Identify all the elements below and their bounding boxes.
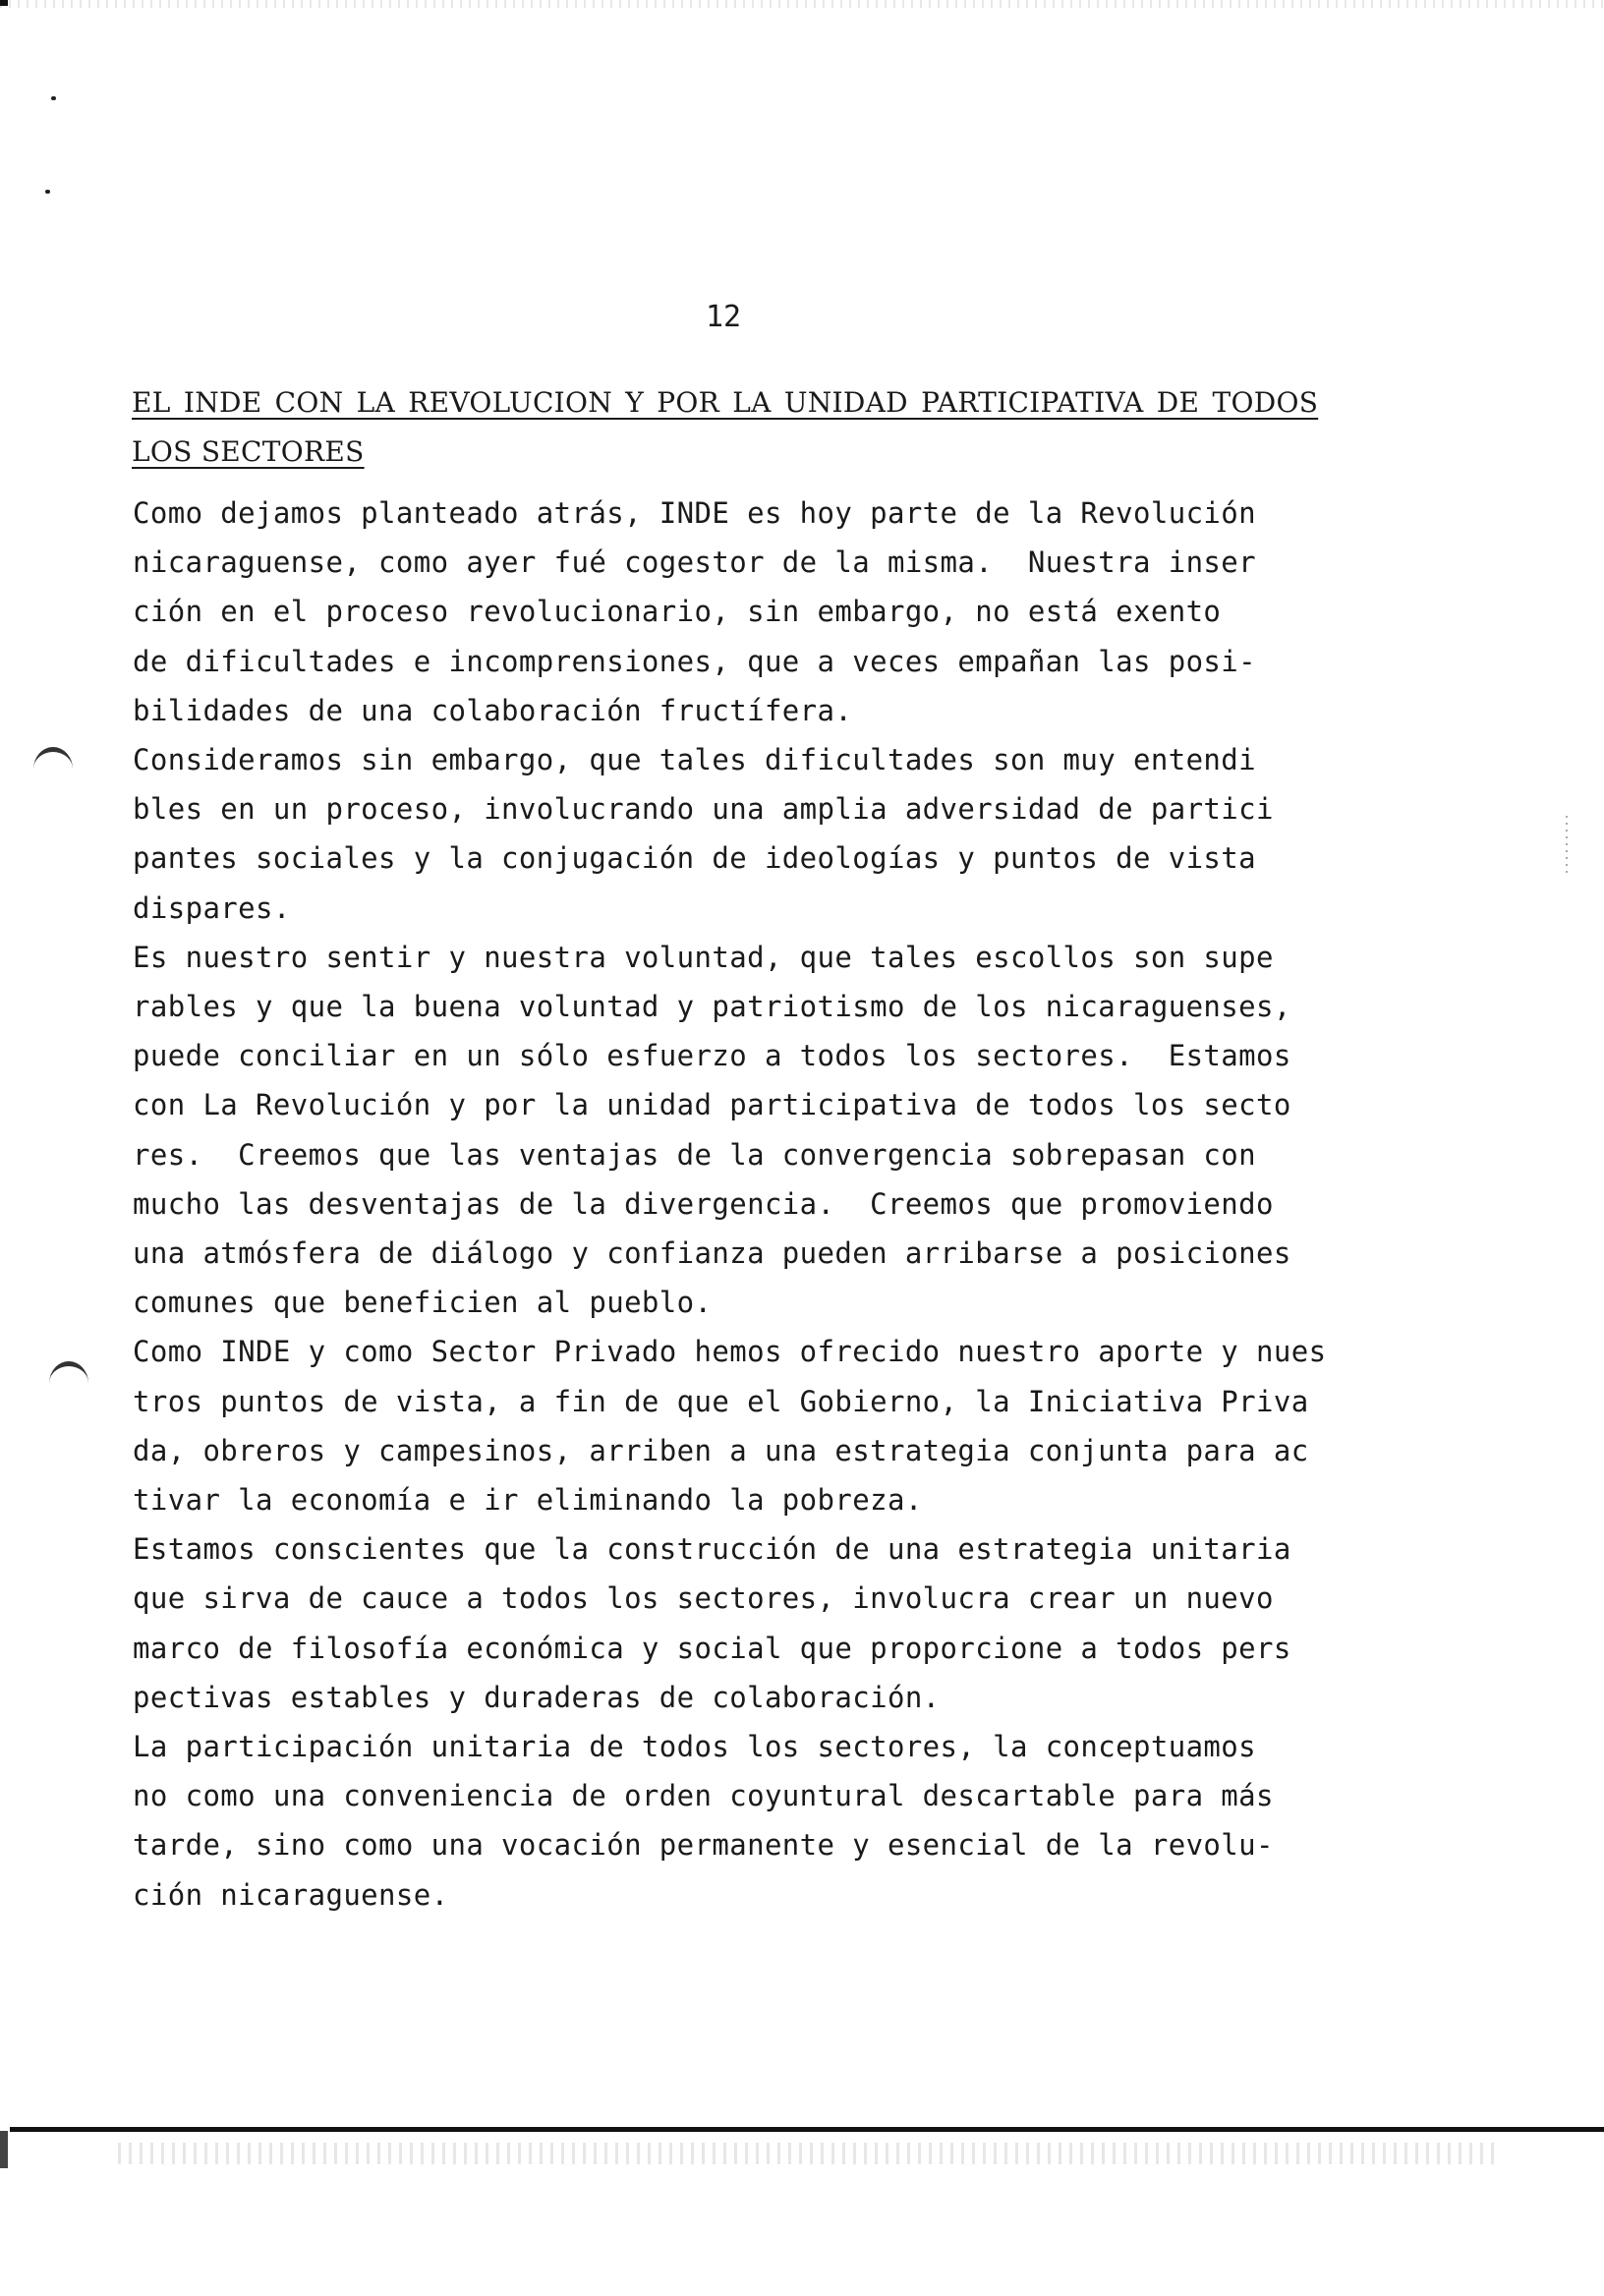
scan-edge-mark <box>0 2131 8 2168</box>
scan-speck <box>51 96 56 100</box>
punch-hole-mark <box>49 1361 88 1406</box>
text-line: Es nuestro sentir y nuestra voluntad, que tales escollos son supe <box>133 940 1274 974</box>
text-line: res. Creemos que las ventajas de la convergencia sobrepasan con <box>133 1137 1257 1172</box>
scan-corner-mark <box>0 0 8 6</box>
text-line: bles en un proceso, involucrando una amplia adversidad de partici <box>133 792 1274 827</box>
scan-speck <box>45 190 50 194</box>
text-line: Como dejamos planteado atrás, INDE es hoy parte de la Revolución <box>133 496 1257 530</box>
text-line: pantes sociales y la conjugación de ideologías y puntos de vista <box>133 841 1257 876</box>
text-line: ción en el proceso revolucionario, sin embargo, no está exento <box>133 595 1222 629</box>
text-line: bilidades de una colaboración fructífera. <box>133 693 853 727</box>
text-line: tros puntos de vista, a fin de que el Gobierno, la Iniciativa Priva <box>133 1384 1309 1418</box>
bottom-rule <box>10 2127 1604 2132</box>
margin-marks <box>1566 816 1568 875</box>
text-line: tivar la economía e ir eliminando la pobreza. <box>133 1483 923 1518</box>
text-line: de dificultades e incomprensiones, que a veces empañan las posi- <box>133 644 1257 678</box>
text-line: una atmósfera de diálogo y confianza pueden arribarse a posiciones <box>133 1236 1291 1271</box>
heading-line-1: EL INDE CON LA REVOLUCION Y POR LA UNIDAD PARTICIPATIVA DE TODOS <box>132 386 1319 419</box>
text-line: puede conciliar en un sólo esfuerzo a todos los sectores. Estamos <box>133 1039 1291 1073</box>
body-text <box>133 488 1430 1920</box>
page-number: 12 <box>706 300 742 334</box>
text-line: marco de filosofía económica y social que proporcione a todos pers <box>133 1631 1291 1665</box>
heading-line-2: LOS SECTORES <box>132 435 365 468</box>
text-line: Estamos conscientes que la construcción de una estrategia unitaria <box>133 1532 1291 1567</box>
scan-bottom-noise <box>118 2143 1494 2164</box>
text-line: tarde, sino como una vocación permanente y esencial de la revolu- <box>133 1828 1274 1863</box>
scan-top-noise <box>0 0 1604 8</box>
text-line: rables y que la buena voluntad y patriotismo de los nicaraguenses, <box>133 990 1291 1024</box>
section-heading <box>132 378 1409 477</box>
text-line: con La Revolución y por la unidad participativa de todos los secto <box>133 1088 1291 1122</box>
text-line: La participación unitaria de todos los sectores, la conceptuamos <box>133 1730 1257 1764</box>
text-line: que sirva de cauce a todos los sectores, involucra crear un nuevo <box>133 1581 1274 1616</box>
text-line: no como una conveniencia de orden coyuntural descartable para más <box>133 1779 1274 1813</box>
punch-hole-mark <box>33 747 73 791</box>
text-line: mucho las desventajas de la divergencia. Creemos que promoviendo <box>133 1186 1274 1221</box>
text-line: dispares. <box>133 890 291 925</box>
text-line: Consideramos sin embargo, que tales dificultades son muy entendi <box>133 743 1257 777</box>
text-line: da, obreros y campesinos, arriben a una estrategia conjunta para ac <box>133 1433 1309 1467</box>
text-line: nicaraguense, como ayer fué cogestor de la misma. Nuestra inser <box>133 545 1257 580</box>
text-line: ción nicaraguense. <box>133 1877 449 1912</box>
text-line: pectivas estables y duraderas de colaboración. <box>133 1680 941 1714</box>
text-line: Como INDE y como Sector Privado hemos ofrecido nuestro aporte y nues <box>133 1335 1327 1369</box>
text-line: comunes que beneficien al pueblo. <box>133 1286 713 1320</box>
